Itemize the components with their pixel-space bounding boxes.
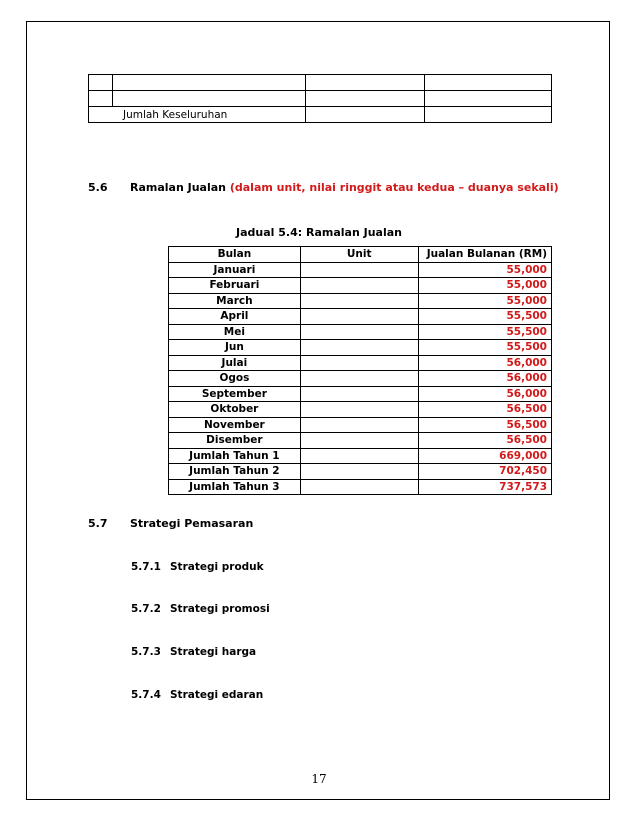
section-title: Strategi Pemasaran: [130, 517, 254, 530]
unit-cell: [300, 417, 418, 433]
subsection-title: Strategi harga: [170, 646, 257, 658]
value-cell: 737,573: [418, 479, 551, 495]
unit-cell: [300, 340, 418, 356]
section-note: (dalam unit, nilai ringgit atau kedua – duanya sekali): [229, 181, 559, 194]
value-cell: 56,000: [418, 355, 551, 371]
table-row: [169, 293, 552, 309]
top-table: [88, 74, 552, 123]
table-row: [169, 464, 552, 480]
section-title: Ramalan Jualan: [130, 181, 227, 194]
table-cell: [424, 91, 551, 107]
month-cell: Julai: [169, 355, 301, 371]
month-cell: Mei: [169, 324, 301, 340]
value-cell: 55,500: [418, 324, 551, 340]
unit-cell: [300, 433, 418, 449]
table-row: [169, 448, 552, 464]
value-cell: 56,500: [418, 417, 551, 433]
subsection-title: Strategi promosi: [170, 603, 270, 615]
table-row: [89, 75, 552, 91]
section-5-7-heading: [88, 517, 253, 530]
unit-cell: [300, 448, 418, 464]
page-number: 17: [311, 772, 327, 786]
section-number: 5.7: [88, 517, 108, 530]
month-cell: Oktober: [169, 402, 301, 418]
subsection-number: 5.7.3: [131, 646, 161, 658]
table-cell: [113, 91, 306, 107]
subsection-title: Strategi produk: [170, 561, 264, 573]
total-year-cell: Jumlah Tahun 3: [169, 479, 301, 495]
value-cell: 55,500: [418, 340, 551, 356]
month-cell: April: [169, 309, 301, 325]
total-label: Jumlah Keseluruhan: [113, 107, 306, 123]
table-row: [169, 309, 552, 325]
value-cell: 702,450: [418, 464, 551, 480]
table-row: [89, 91, 552, 107]
section-5-6-heading: [88, 181, 559, 194]
subsection-5-7-1: [131, 561, 264, 573]
table-row: [169, 278, 552, 294]
month-cell: Ogos: [169, 371, 301, 387]
month-cell: Februari: [169, 278, 301, 294]
section-number: 5.6: [88, 181, 108, 194]
month-cell: March: [169, 293, 301, 309]
table-cell: [306, 75, 424, 91]
month-cell: Disember: [169, 433, 301, 449]
value-cell: 55,000: [418, 278, 551, 294]
month-cell: Januari: [169, 262, 301, 278]
value-cell: 55,000: [418, 262, 551, 278]
unit-cell: [300, 464, 418, 480]
total-year-cell: Jumlah Tahun 2: [169, 464, 301, 480]
table-row: [169, 479, 552, 495]
table-row: [169, 324, 552, 340]
subsection-number: 5.7.1: [131, 561, 161, 573]
month-cell: November: [169, 417, 301, 433]
table-cell: [424, 107, 551, 123]
subsection-5-7-4: [131, 689, 263, 701]
table-row: [169, 402, 552, 418]
table-row: [169, 417, 552, 433]
subsection-number: 5.7.2: [131, 603, 161, 615]
value-cell: 55,000: [418, 293, 551, 309]
table-cell: [89, 107, 113, 123]
value-cell: 56,500: [418, 433, 551, 449]
unit-cell: [300, 371, 418, 387]
value-cell: 669,000: [418, 448, 551, 464]
table-cell: [89, 91, 113, 107]
table-row: [169, 355, 552, 371]
header-bulan: Bulan: [169, 247, 301, 263]
table-cell: [89, 75, 113, 91]
unit-cell: [300, 479, 418, 495]
subsection-title: Strategi edaran: [170, 689, 264, 701]
unit-cell: [300, 309, 418, 325]
table-caption: Jadual 5.4: Ramalan Jualan: [236, 226, 402, 239]
table-cell: [424, 75, 551, 91]
subsection-5-7-2: [131, 603, 270, 615]
subsection-5-7-3: [131, 646, 256, 658]
unit-cell: [300, 355, 418, 371]
unit-cell: [300, 278, 418, 294]
header-jualan: Jualan Bulanan (RM): [418, 247, 551, 263]
value-cell: 55,500: [418, 309, 551, 325]
table-row: [169, 386, 552, 402]
value-cell: 56,500: [418, 402, 551, 418]
month-cell: September: [169, 386, 301, 402]
unit-cell: [300, 293, 418, 309]
subsection-number: 5.7.4: [131, 689, 161, 701]
table-row: [169, 433, 552, 449]
unit-cell: [300, 386, 418, 402]
value-cell: 56,000: [418, 386, 551, 402]
month-cell: Jun: [169, 340, 301, 356]
unit-cell: [300, 402, 418, 418]
table-header-row: [169, 247, 552, 263]
unit-cell: [300, 262, 418, 278]
sales-forecast-table: [168, 246, 552, 495]
table-row: [169, 340, 552, 356]
table-cell: [306, 91, 424, 107]
table-cell: [113, 75, 306, 91]
table-cell: [306, 107, 424, 123]
header-unit: Unit: [300, 247, 418, 263]
total-year-cell: Jumlah Tahun 1: [169, 448, 301, 464]
table-row: [89, 107, 552, 123]
table-row: [169, 371, 552, 387]
value-cell: 56,000: [418, 371, 551, 387]
unit-cell: [300, 324, 418, 340]
table-row: [169, 262, 552, 278]
